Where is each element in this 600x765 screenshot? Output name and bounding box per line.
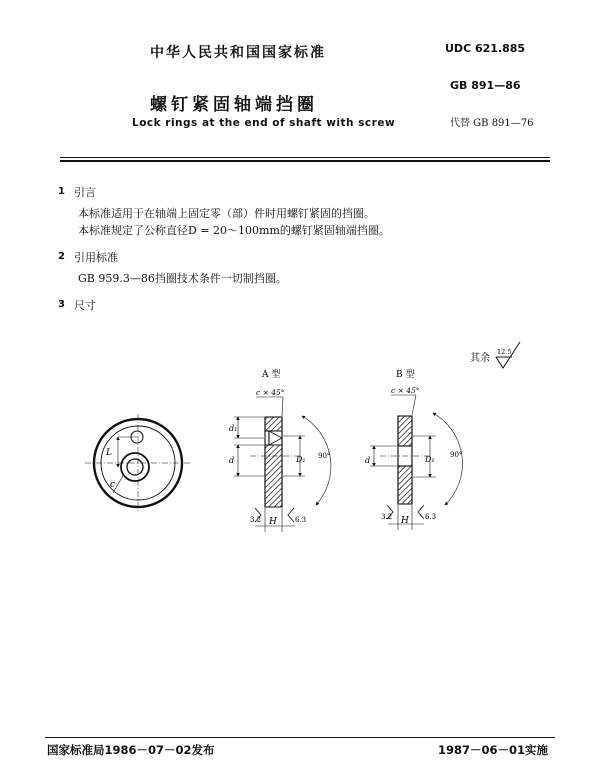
type-b-rough-right: 6.3 xyxy=(425,513,437,521)
type-a-rough-left: 3.2 xyxy=(250,516,262,524)
type-b-angle: 90° xyxy=(450,451,463,459)
section-2-title: 引用标准 xyxy=(74,251,118,264)
effective-date: 1987－06－01实施 xyxy=(438,743,549,757)
type-a-rough-right: 6.3 xyxy=(295,516,307,524)
udc-code: UDC 621.885 xyxy=(445,42,526,55)
type-a-d-label: d xyxy=(229,456,235,465)
section-1-number: 1 xyxy=(58,186,65,197)
section-1-title: 引言 xyxy=(74,186,96,199)
type-b-section xyxy=(398,416,412,504)
type-b-label: B 型 xyxy=(396,370,415,380)
section-3-number: 3 xyxy=(58,299,65,310)
dim-L-label: L xyxy=(106,448,112,458)
section-2-number: 2 xyxy=(58,251,65,262)
type-a-section xyxy=(265,417,282,507)
type-a-d1-label: d₁ xyxy=(229,424,238,433)
gb-number: GB 891—86 xyxy=(450,79,521,92)
front-view xyxy=(85,414,191,512)
type-b-chamfer: c × 45° xyxy=(391,386,420,395)
replaces-note: 代替 GB 891—76 xyxy=(450,118,534,129)
type-b-D1-label: D₁ xyxy=(425,455,435,464)
roughness-value: 12.5 xyxy=(497,348,512,356)
type-a-H-label: H xyxy=(269,517,277,527)
standard-label: 中华人民共和国国家标准 xyxy=(150,45,326,61)
footer-rule xyxy=(45,737,555,738)
type-b-d-label: d xyxy=(365,456,371,465)
section-3-title: 尺寸 xyxy=(74,299,96,312)
type-a-chamfer: c × 45° xyxy=(256,388,285,397)
issue-date: 国家标准局1986－07－02发布 xyxy=(47,743,215,757)
page-title: 螺钉紧固轴端挡圈 xyxy=(150,95,318,115)
section-1-para-1: 本标准适用于在轴端上固定零（部）件时用螺钉紧固的挡圈。 xyxy=(78,207,375,220)
english-title: Lock rings at the end of shaft with screw xyxy=(132,117,396,129)
section-2-para-1: GB 959.3—86挡圈技术条件一切制挡圈。 xyxy=(78,272,287,285)
type-b-H-label: H xyxy=(401,516,409,526)
type-a-D1-label: D₁ xyxy=(296,455,306,464)
type-a-angle: 90° xyxy=(318,452,331,460)
type-a-label: A 型 xyxy=(262,370,281,380)
section-1-para-2: 本标准规定了公称直径D = 20～100mm的螺钉紧固轴端挡圈。 xyxy=(78,224,390,237)
dim-c-label: c xyxy=(110,480,116,490)
roughness-note: 其余 xyxy=(470,353,490,364)
type-b-rough-left: 3.2 xyxy=(381,513,393,521)
